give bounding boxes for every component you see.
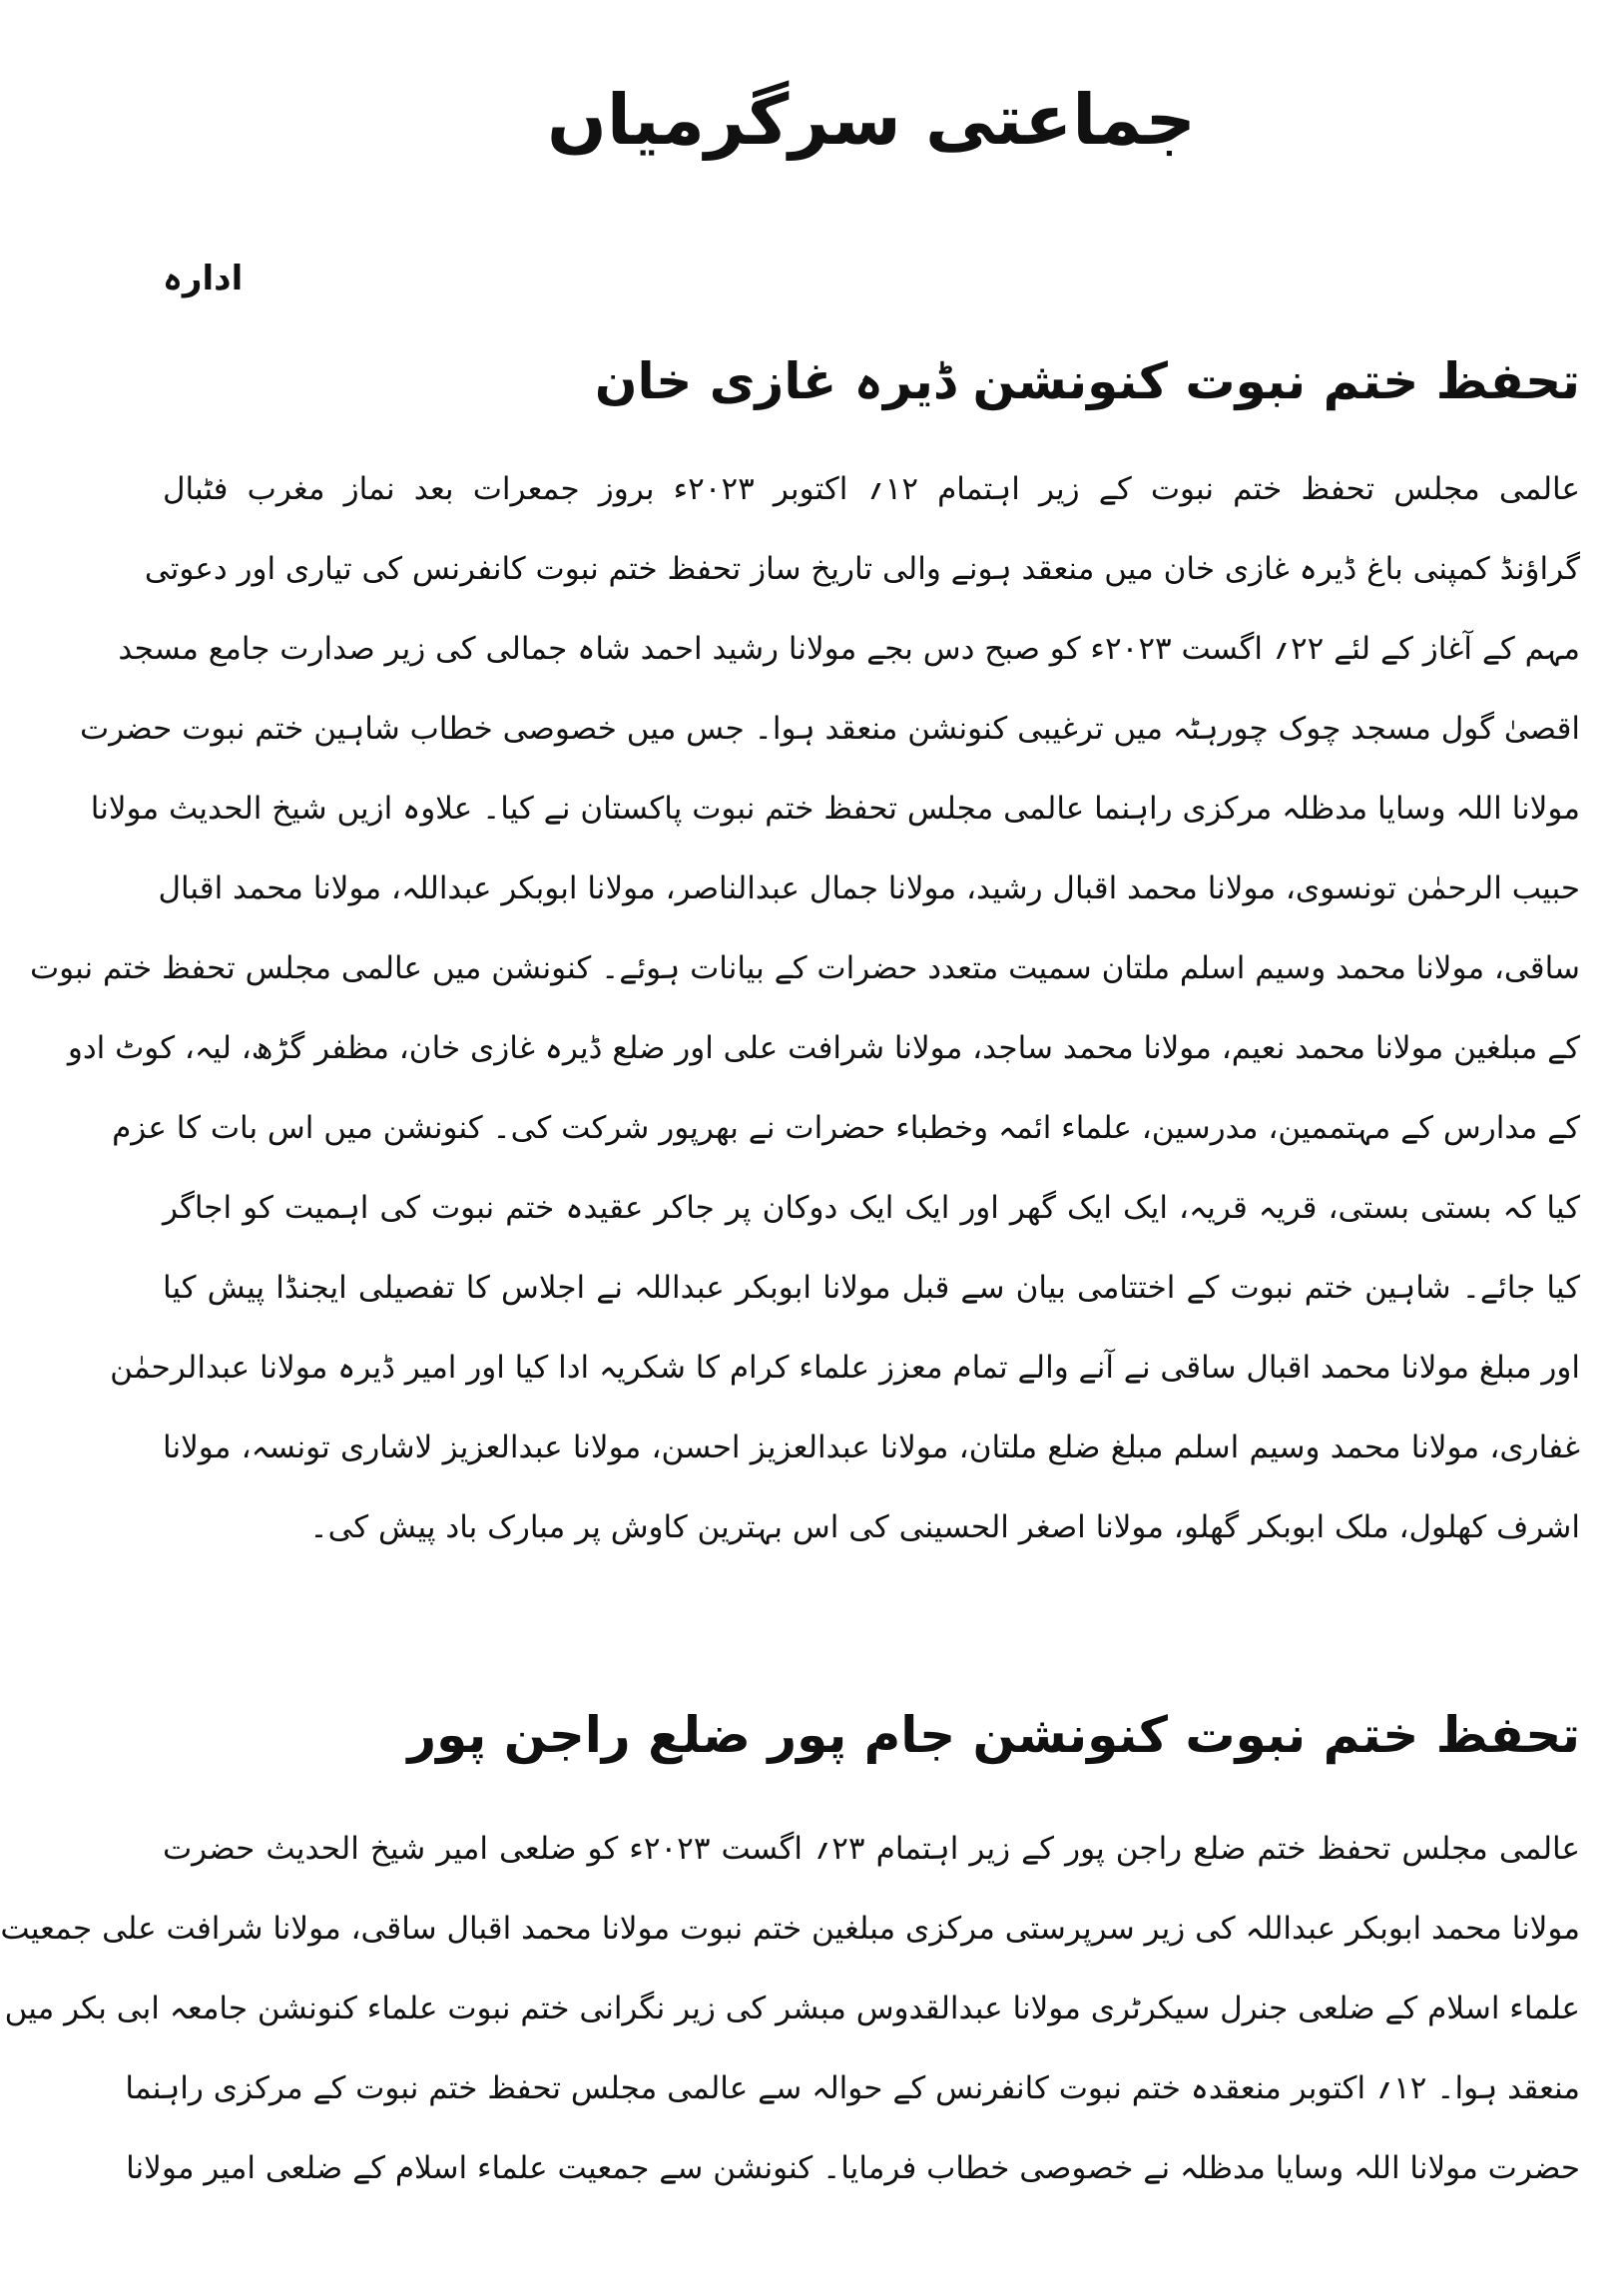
paragraph-line: ساقی، مولانا محمد وسیم اسلم ملتان سمیت متعدد حضرات کے بیانات ہوئے۔ کنونشن میں عالمی مجلس تحفظ ختم نبوت [29,950,1580,986]
author-credit: ادارہ [163,259,244,298]
paragraph-line: اشرف کھلول، ملک ابوبکر گھلو، مولانا اصغر الحسینی کی اس بہترین کاوش پر مبارک باد پیش کی۔ [309,1509,1580,1545]
paragraph-line: کے مبلغین مولانا محمد نعیم، مولانا محمد ساجد، مولانا شرافت علی اور ضلع ڈیرہ غازی خان، مظفر گڑھ، لیہ، کوٹ ادو [67,1030,1580,1066]
paragraph-line: کیا جائے۔ شاہین ختم نبوت کے اختتامی بیان سے قبل مولانا ابوبکر عبداللہ نے اجلاس کا تفصیلی ایجنڈا پیش کیا [163,1270,1580,1306]
paragraph-line: عالمی مجلس تحفظ ختم نبوت کے زیر اہتمام ۱۲؍ اکتوبر ۲۰۲۳ء بروز جمعرات بعد نماز مغرب فٹبال [163,471,1580,507]
paragraph-line: مہم کے آغاز کے لئے ۲۲؍ اگست ۲۰۲۳ء کو صبح دس بجے مولانا رشید احمد شاہ جمالی کی زیر صدارت جامع مسجد [118,631,1580,667]
paragraph-line: مولانا اللہ وسایا مدظلہ مرکزی راہنما عالمی مجلس تحفظ ختم نبوت پاکستان نے کیا۔ علاوہ ازیں شیخ الحدیث مولانا [90,791,1580,827]
paragraph-line: اور مبلغ مولانا محمد اقبال ساقی نے آنے والے تمام معزز علماء کرام کا شکریہ ادا کیا اور امیر ڈیرہ مولانا عبدالرحمٰن [110,1350,1580,1386]
page-title: جماعتی سرگرمیاں [547,79,1196,161]
paragraph-line: اقصیٰ گول مسجد چوک چورہٹہ میں ترغیبی کنونشن منعقد ہوا۔ جس میں خصوصی خطاب شاہین ختم نبوت حضرت [79,711,1580,747]
paragraph-line: گراؤنڈ کمپنی باغ ڈیرہ غازی خان میں منعقد ہونے والی تاریخ ساز تحفظ ختم نبوت کانفرنس کی تیاری اور دعوتی [144,551,1580,587]
section-body-dera-ghazi-khan [29,449,1580,1567]
paragraph-line: منعقد ہوا۔ ۱۲؍ اکتوبر منعقدہ ختم نبوت کانفرنس کے حوالہ سے عالمی مجلس تحفظ ختم نبوت کے مرکزی راہنما [125,2070,1580,2106]
section-heading-jampur-rajanpur: تحفظ ختم نبوت کنونشن جام پور ضلع راجن پور [407,1706,1580,1764]
paragraph-line: حضرت مولانا اللہ وسایا مدظلہ نے خصوصی خطاب فرمایا۔ کنونشن سے جمعیت علماء اسلام کے ضلعی امیر مولانا [126,2150,1580,2186]
paragraph-line: غفاری، مولانا محمد وسیم اسلم مبلغ ضلع ملتان، مولانا عبدالعزیز احسن، مولانا عبدالعزیز لاشاری تونسہ، مولانا [163,1430,1580,1465]
section-heading-dera-ghazi-khan: تحفظ ختم نبوت کنونشن ڈیرہ غازی خان [594,352,1580,410]
section-body-jampur-rajanpur [0,1809,1580,2208]
paragraph-line: حبیب الرحمٰن تونسوی، مولانا محمد اقبال رشید، مولانا جمال عبدالناصر، مولانا ابوبکر عبداللہ، مولانا محمد اقبال [158,870,1580,906]
paragraph-line: علماء اسلام کے ضلعی جنرل سیکرٹری مولانا عبدالقدوس مبشر کی زیر نگرانی ختم نبوت علماء کنونشن جامعہ ابی بکر میں [4,1991,1580,2026]
paragraph-line: کے مدارس کے مہتممین، مدرسین، علماء ائمہ وخطباء حضرات نے بھرپور شرکت کی۔ کنونشن میں اس بات کا عزم [112,1110,1580,1146]
paragraph-line: مولانا محمد ابوبکر عبداللہ کی زیر سرپرستی مرکزی مبلغین ختم نبوت مولانا محمد اقبال ساقی، مولانا شرافت علی جمعیت [0,1911,1580,1947]
paragraph-line: عالمی مجلس تحفظ ختم ضلع راجن پور کے زیر اہتمام ۲۳؍ اگست ۲۰۲۳ء کو ضلعی امیر شیخ الحدیث حضرت [163,1831,1580,1867]
paragraph-line: کیا کہ بستی بستی، قریہ قریہ، ایک ایک گھر اور ایک ایک دوکان پر جاکر عقیدہ ختم نبوت کی اہمیت کو اجاگر [163,1190,1580,1226]
